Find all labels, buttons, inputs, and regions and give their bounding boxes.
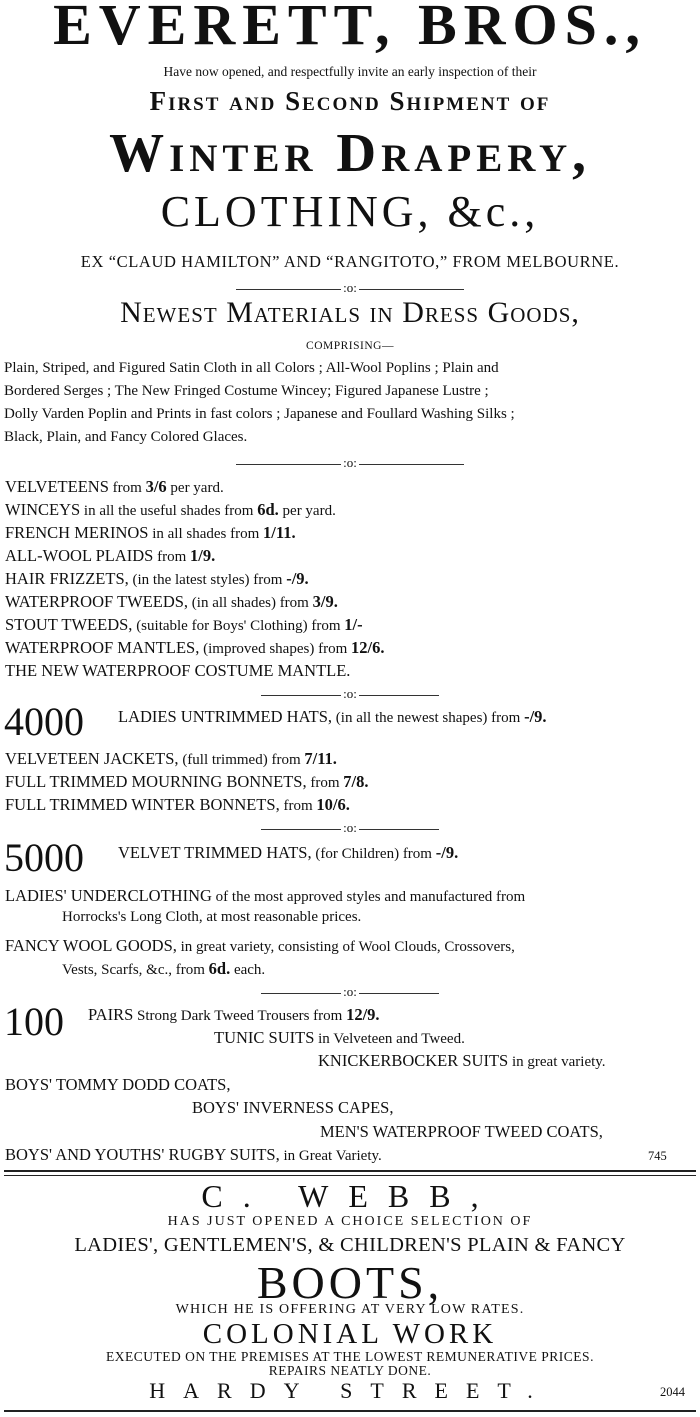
item-winter-bonnets: FULL TRIMMED WINTER BONNETS, from 10/6. [5, 795, 350, 814]
trousers-number: 100 [4, 999, 64, 1044]
item-costume-mantle: THE NEW WATERPROOF COSTUME MANTLE. [5, 661, 351, 680]
webb-street: HARDY STREET. [149, 1378, 551, 1403]
shipment-heading: First and Second Shipment of [149, 86, 551, 116]
item-merinos: FRENCH MERINOS in all shades from 1/11. [5, 523, 296, 542]
item-stout-tweeds: STOUT TWEEDS, (suitable for Boys' Clothing) from 1/- [5, 615, 363, 634]
separator-3: :o: [0, 687, 700, 701]
colonial-work-heading: COLONIAL WORK [202, 1318, 498, 1350]
inverness-line: BOYS' INVERNESS CAPES, [192, 1098, 394, 1117]
item-plaids: ALL-WOOL PLAIDS from 1/9. [5, 546, 216, 565]
webb-offering-line: WHICH HE IS OFFERING AT VERY LOW RATES. [175, 1302, 525, 1317]
item-frizzets: HAIR FRIZZETS, (in the latest styles) from -/9. [5, 569, 309, 588]
wool-line-1: FANCY WOOL GOODS, in great variety, consisting of Wool Clouds, Crossovers, [5, 936, 515, 955]
ad1-ref-number: 745 [648, 1149, 667, 1163]
invite-line: Have now opened, and respectfully invite an early inspection of their [163, 64, 537, 79]
tunic-line: TUNIC SUITS in Velveteen and Tweed. [214, 1028, 465, 1047]
item-mourning-bonnets: FULL TRIMMED MOURNING BONNETS, from 7/8. [5, 772, 369, 791]
hats-5000-line: VELVET TRIMMED HATS, (for Children) from -/9. [118, 843, 459, 862]
separator-1: :o: [0, 281, 700, 295]
desc-line: Plain, Striped, and Figured Satin Cloth in all Colors ; All-Wool Poplins ; Plain and [4, 360, 499, 376]
knicker-line: KNICKERBOCKER SUITS in great variety. [318, 1051, 606, 1070]
webb-opened-line: HAS JUST OPENED A CHOICE SELECTION OF [167, 1214, 533, 1229]
hats-4000-line: LADIES UNTRIMMED HATS, (in all the newest shapes) from -/9. [118, 707, 547, 726]
underclothing-line-2: Horrocks's Long Cloth, at most reasonable prices. [62, 909, 362, 925]
clothing-heading: CLOTHING, &c., [160, 187, 540, 236]
tommy-dodd-line: BOYS' TOMMY DODD COATS, [5, 1075, 231, 1094]
separator-5: :o: [0, 985, 700, 999]
separator-2: :o: [0, 456, 700, 470]
desc-line: Bordered Serges ; The New Fringed Costume Wincey; Figured Japanese Lustre ; [4, 383, 489, 399]
comprising-label: COMPRISING— [306, 340, 394, 352]
item-mantles: WATERPROOF MANTLES, (improved shapes) from 12/6. [5, 638, 385, 657]
drapery-heading: Winter Drapery, [109, 122, 591, 183]
webb-kinds-line: LADIES', GENTLEMEN'S, & CHILDREN'S PLAIN & FANCY [74, 1234, 626, 1256]
desc-line: Dolly Varden Poplin and Prints in fast colors ; Japanese and Foullard Washing Silks ; [4, 406, 515, 422]
ad-divider-bottom [4, 1175, 696, 1176]
firm-name: EVERETT, BROS., [53, 0, 647, 57]
trousers-line: PAIRS Strong Dark Tweed Trousers from 12/9. [88, 1005, 380, 1024]
underclothing-line-1: LADIES' UNDERCLOTHING of the most approved styles and manufactured from [5, 886, 526, 905]
desc-line: Black, Plain, and Fancy Colored Glaces. [4, 429, 248, 445]
ad-divider-top [4, 1170, 696, 1172]
page-bottom-rule [4, 1410, 696, 1412]
ex-line: EX “CLAUD HAMILTON” AND “RANGITOTO,” FROM MELBOURNE. [80, 252, 620, 271]
rugby-line: BOYS' AND YOUTHS' RUGBY SUITS, in Great Variety. [5, 1145, 382, 1164]
item-winceys: WINCEYS in all the useful shades from 6d. per yard. [5, 500, 336, 519]
item-waterproof-tweeds: WATERPROOF TWEEDS, (in all shades) from 3/9. [5, 592, 338, 611]
webb-repairs-line: REPAIRS NEATLY DONE. [268, 1363, 432, 1378]
webb-executed-line: EXECUTED ON THE PREMISES AT THE LOWEST REMUNERATIVE PRICES. [106, 1349, 594, 1364]
hats-4000-number: 4000 [4, 699, 84, 744]
separator-4: :o: [0, 821, 700, 835]
ad2-ref-number: 2044 [660, 1385, 685, 1399]
mens-coats-line: MEN'S WATERPROOF TWEED COATS, [320, 1122, 603, 1141]
wool-line-2: Vests, Scarfs, &c., from 6d. each. [62, 959, 266, 978]
hats-5000-number: 5000 [4, 835, 84, 880]
webb-name: C. WEBB, [201, 1178, 499, 1214]
boots-heading: BOOTS, [256, 1257, 444, 1308]
materials-heading: Newest Materials in Dress Goods, [120, 296, 580, 329]
item-jackets: VELVETEEN JACKETS, (full trimmed) from 7/11. [5, 749, 337, 768]
item-velveteens: VELVETEENS from 3/6 per yard. [5, 477, 224, 496]
